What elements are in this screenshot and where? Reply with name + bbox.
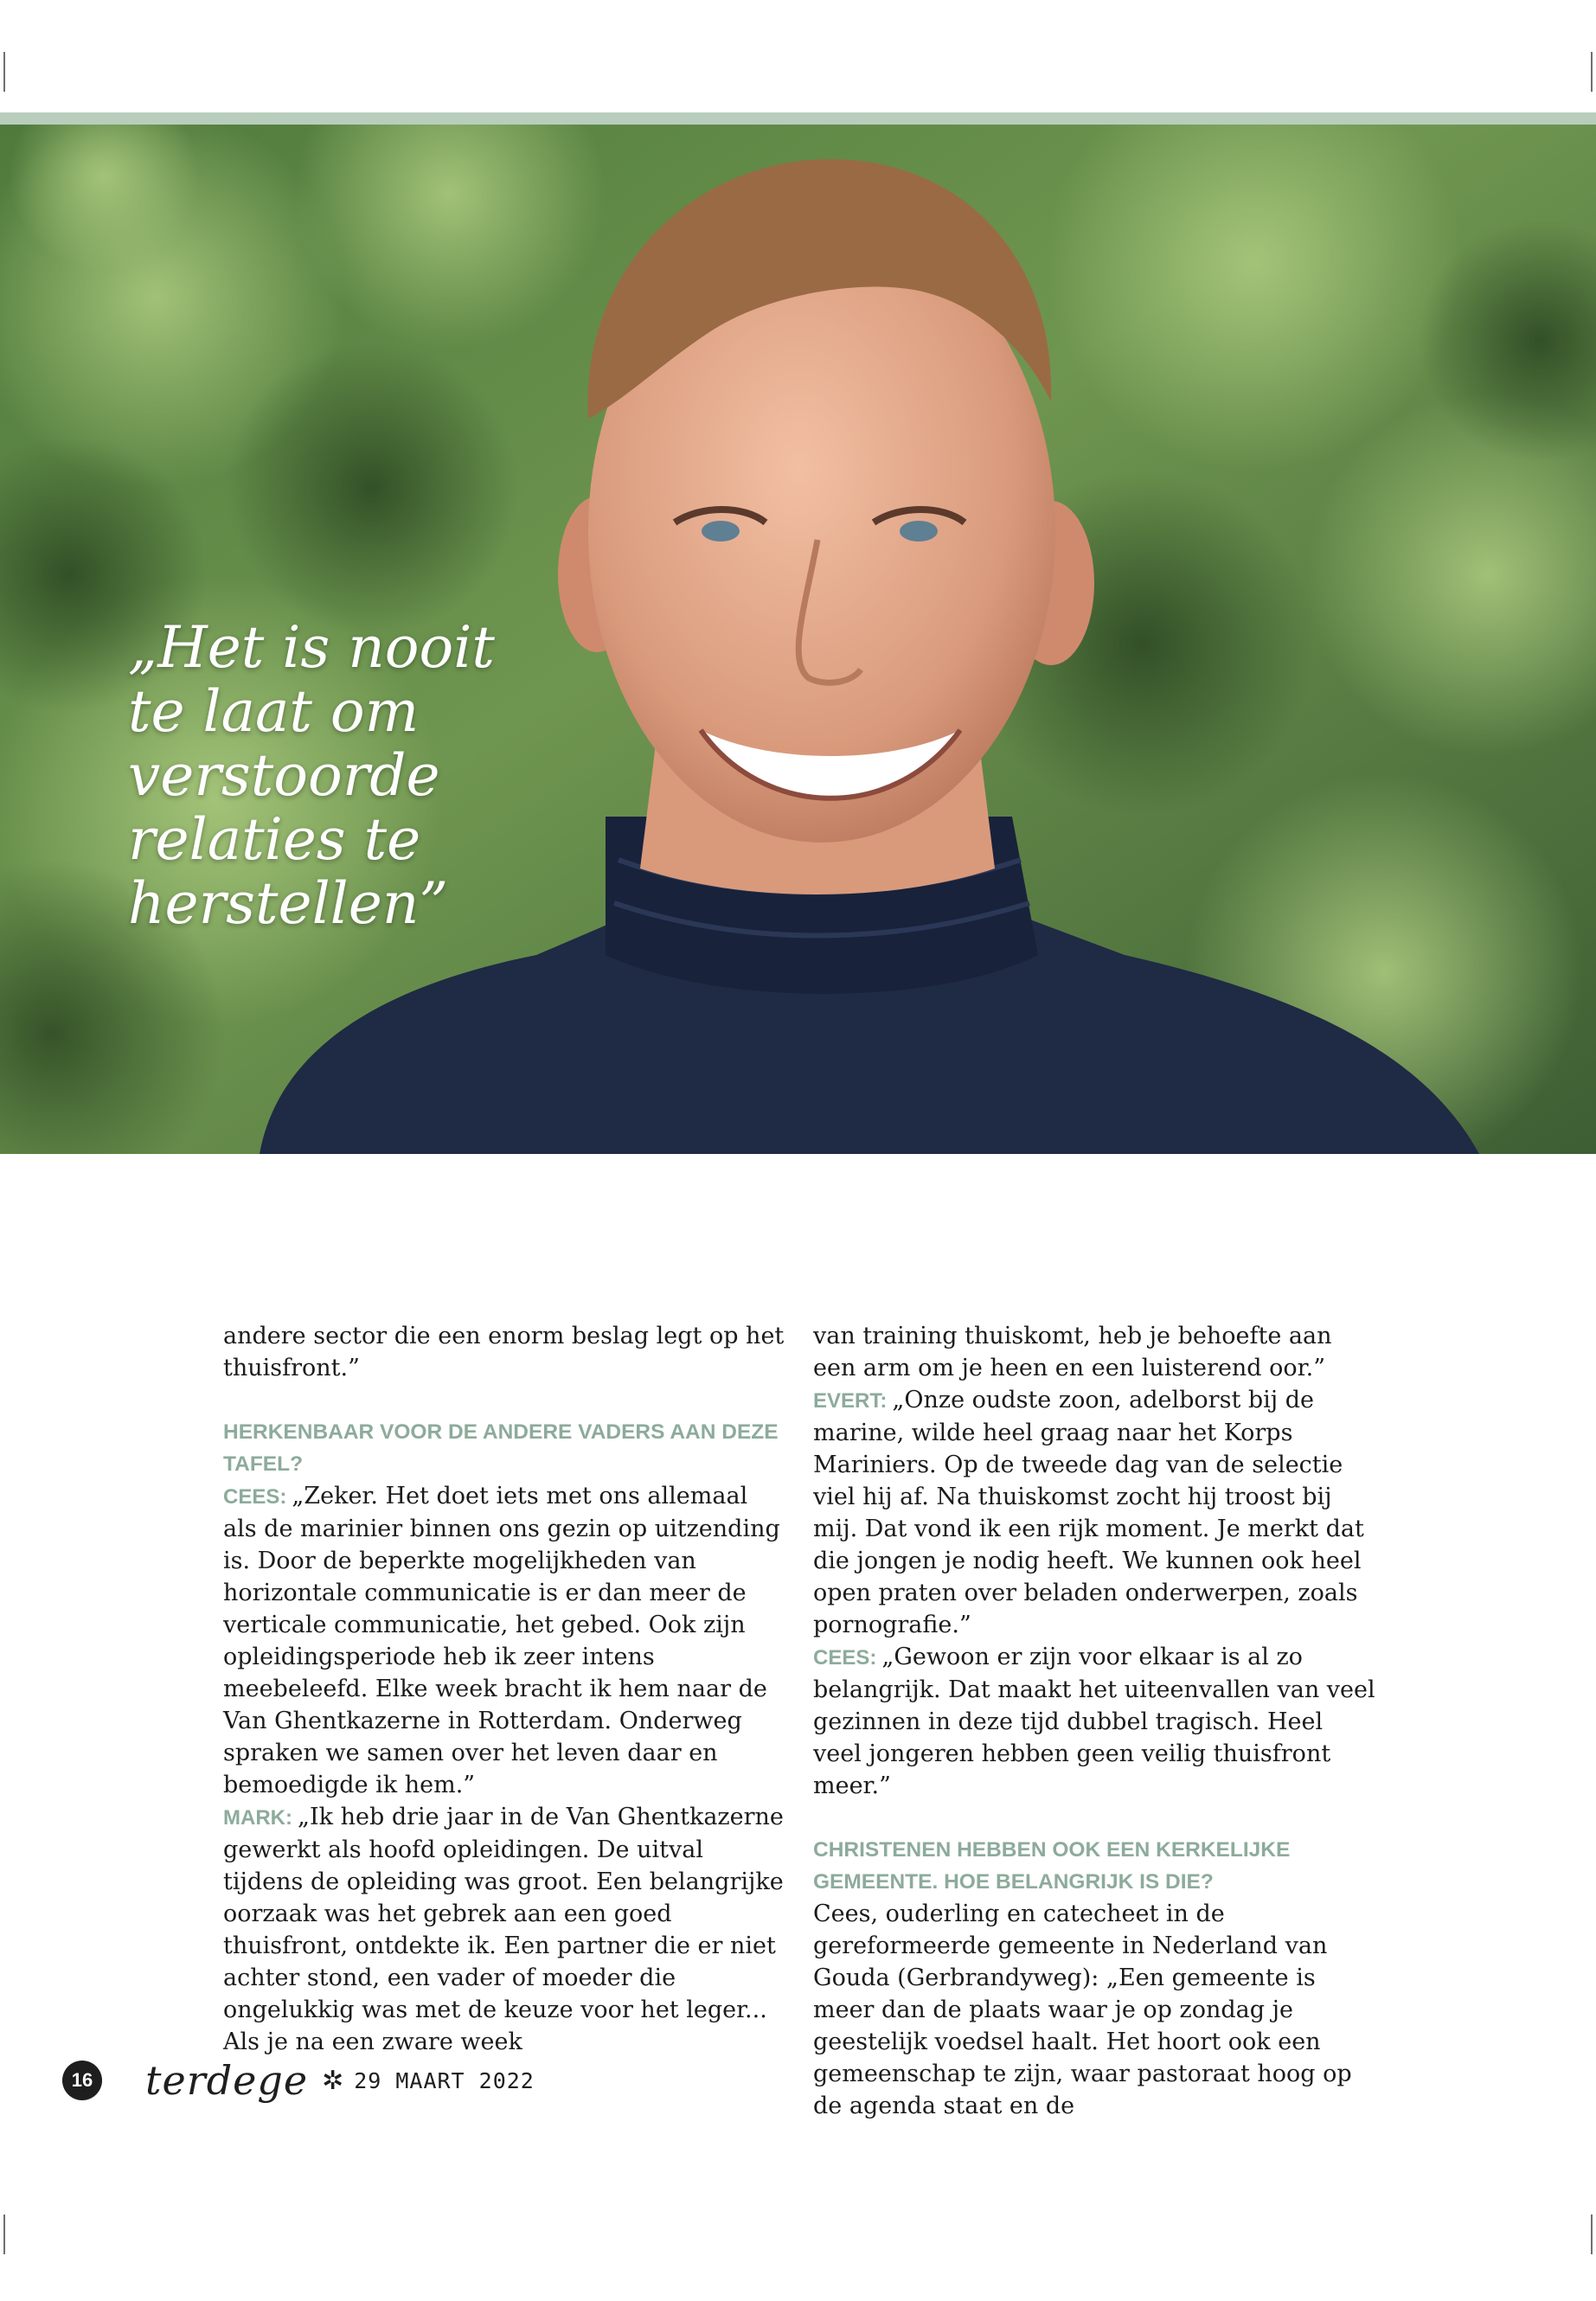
body-paragraph: van training thuiskomt, heb je behoefte aan een arm om je heen en een luisterend oor.” — [813, 1323, 1332, 1381]
crop-mark-bottom-right — [1591, 2214, 1593, 2254]
crop-mark-top-right — [1591, 52, 1593, 92]
accent-band — [0, 112, 1596, 125]
article-column-right — [813, 1320, 1375, 2122]
speaker-name: MARK: — [223, 1806, 292, 1830]
issue-date: 29 MAART 2022 — [354, 2067, 535, 2093]
speaker-text: „Onze oudste zoon, adelborst bij de marine, wilde heel graag naar het Korps Mariniers. Op de tweede dag van de selectie viel hij af. Na thuiskomst zocht hij troost bij mij. Dat vond ik een rijk moment. Je merkt dat die jongen je nodig heeft. We kunnen ook heel open praten over beladen onderwerpen, zoals pornografie.” — [813, 1387, 1364, 1638]
crop-mark-bottom-left — [3, 2214, 5, 2254]
magazine-logo: terdege — [145, 2057, 309, 2104]
interview-question: HERKENBAAR VOOR DE ANDERE VADERS AAN DEZE TAFEL? — [223, 1420, 779, 1476]
body-paragraph: Cees, ouderling en catecheet in de gereformeerde gemeente in Nederland van Gouda (Gerbrandyweg): „Een gemeente is meer dan de plaats waar je op zondag je geestelijk voedsel haalt. Het hoort ook een gemeenschap te zijn, waar pastoraat hoog op de agenda staat en de — [813, 1900, 1352, 2119]
speaker-paragraph — [813, 1384, 1375, 1641]
speaker-text: „Ik heb drie jaar in de Van Ghentkazerne gewerkt als hoofd opleidingen. De uitval tijdens de opleiding was groot. Een belangrijke oorzaak was het gebrek aan een goed thuisfront, ontdekte ik. Een partner die er niet achter stond, een vader of moeder die ongelukkig was met de keuze voor het leger... Als je na een zware week — [223, 1804, 784, 2055]
paragraph-gap — [223, 1384, 785, 1416]
speaker-paragraph — [813, 1641, 1375, 1802]
speaker-name: CEES: — [223, 1485, 287, 1509]
speaker-text: „Gewoon er zijn voor elkaar is al zo belangrijk. Dat maakt het uiteenvallen van veel gezinnen in deze tijd dubbel tragisch. Heel veel jongeren hebben geen veilig thuisfront meer.” — [813, 1644, 1375, 1799]
page-footer — [62, 2054, 535, 2106]
body-paragraph: andere sector die een enorm beslag legt op het thuisfront.” — [223, 1323, 785, 1381]
paragraph-gap — [813, 1802, 1375, 1834]
speaker-name: EVERT: — [813, 1389, 888, 1413]
article-column-left — [223, 1320, 785, 2058]
interview-question: CHRISTENEN HEBBEN OOK EEN KERKELIJKE GEMEENTE. HOE BELANGRIJK IS DIE? — [813, 1838, 1291, 1894]
separator-star-icon: ✲ — [322, 2065, 344, 2096]
speaker-text: „Zeker. Het doet iets met ons allemaal als de marinier binnen ons gezin op uitzending is. Door de beperkte mogelijkheden van horizontale communicatie is er dan meer de verticale communicatie, het gebed. Ook zijn opleidingsperiode heb ik zeer intens meebeleefd. Elke week bracht ik hem naar de Van Ghentkazerne in Rotterdam. Onderweg spraken we samen over het leven daar en bemoedigde ik hem.” — [223, 1483, 780, 1798]
speaker-name: CEES: — [813, 1646, 877, 1670]
speaker-paragraph — [223, 1801, 785, 2058]
crop-mark-top-left — [3, 52, 5, 92]
speaker-paragraph — [223, 1480, 785, 1801]
pull-quote: „Het is nooit te laat om verstoorde relaties te herstellen” — [128, 614, 495, 937]
page-number: 16 — [62, 2061, 102, 2100]
